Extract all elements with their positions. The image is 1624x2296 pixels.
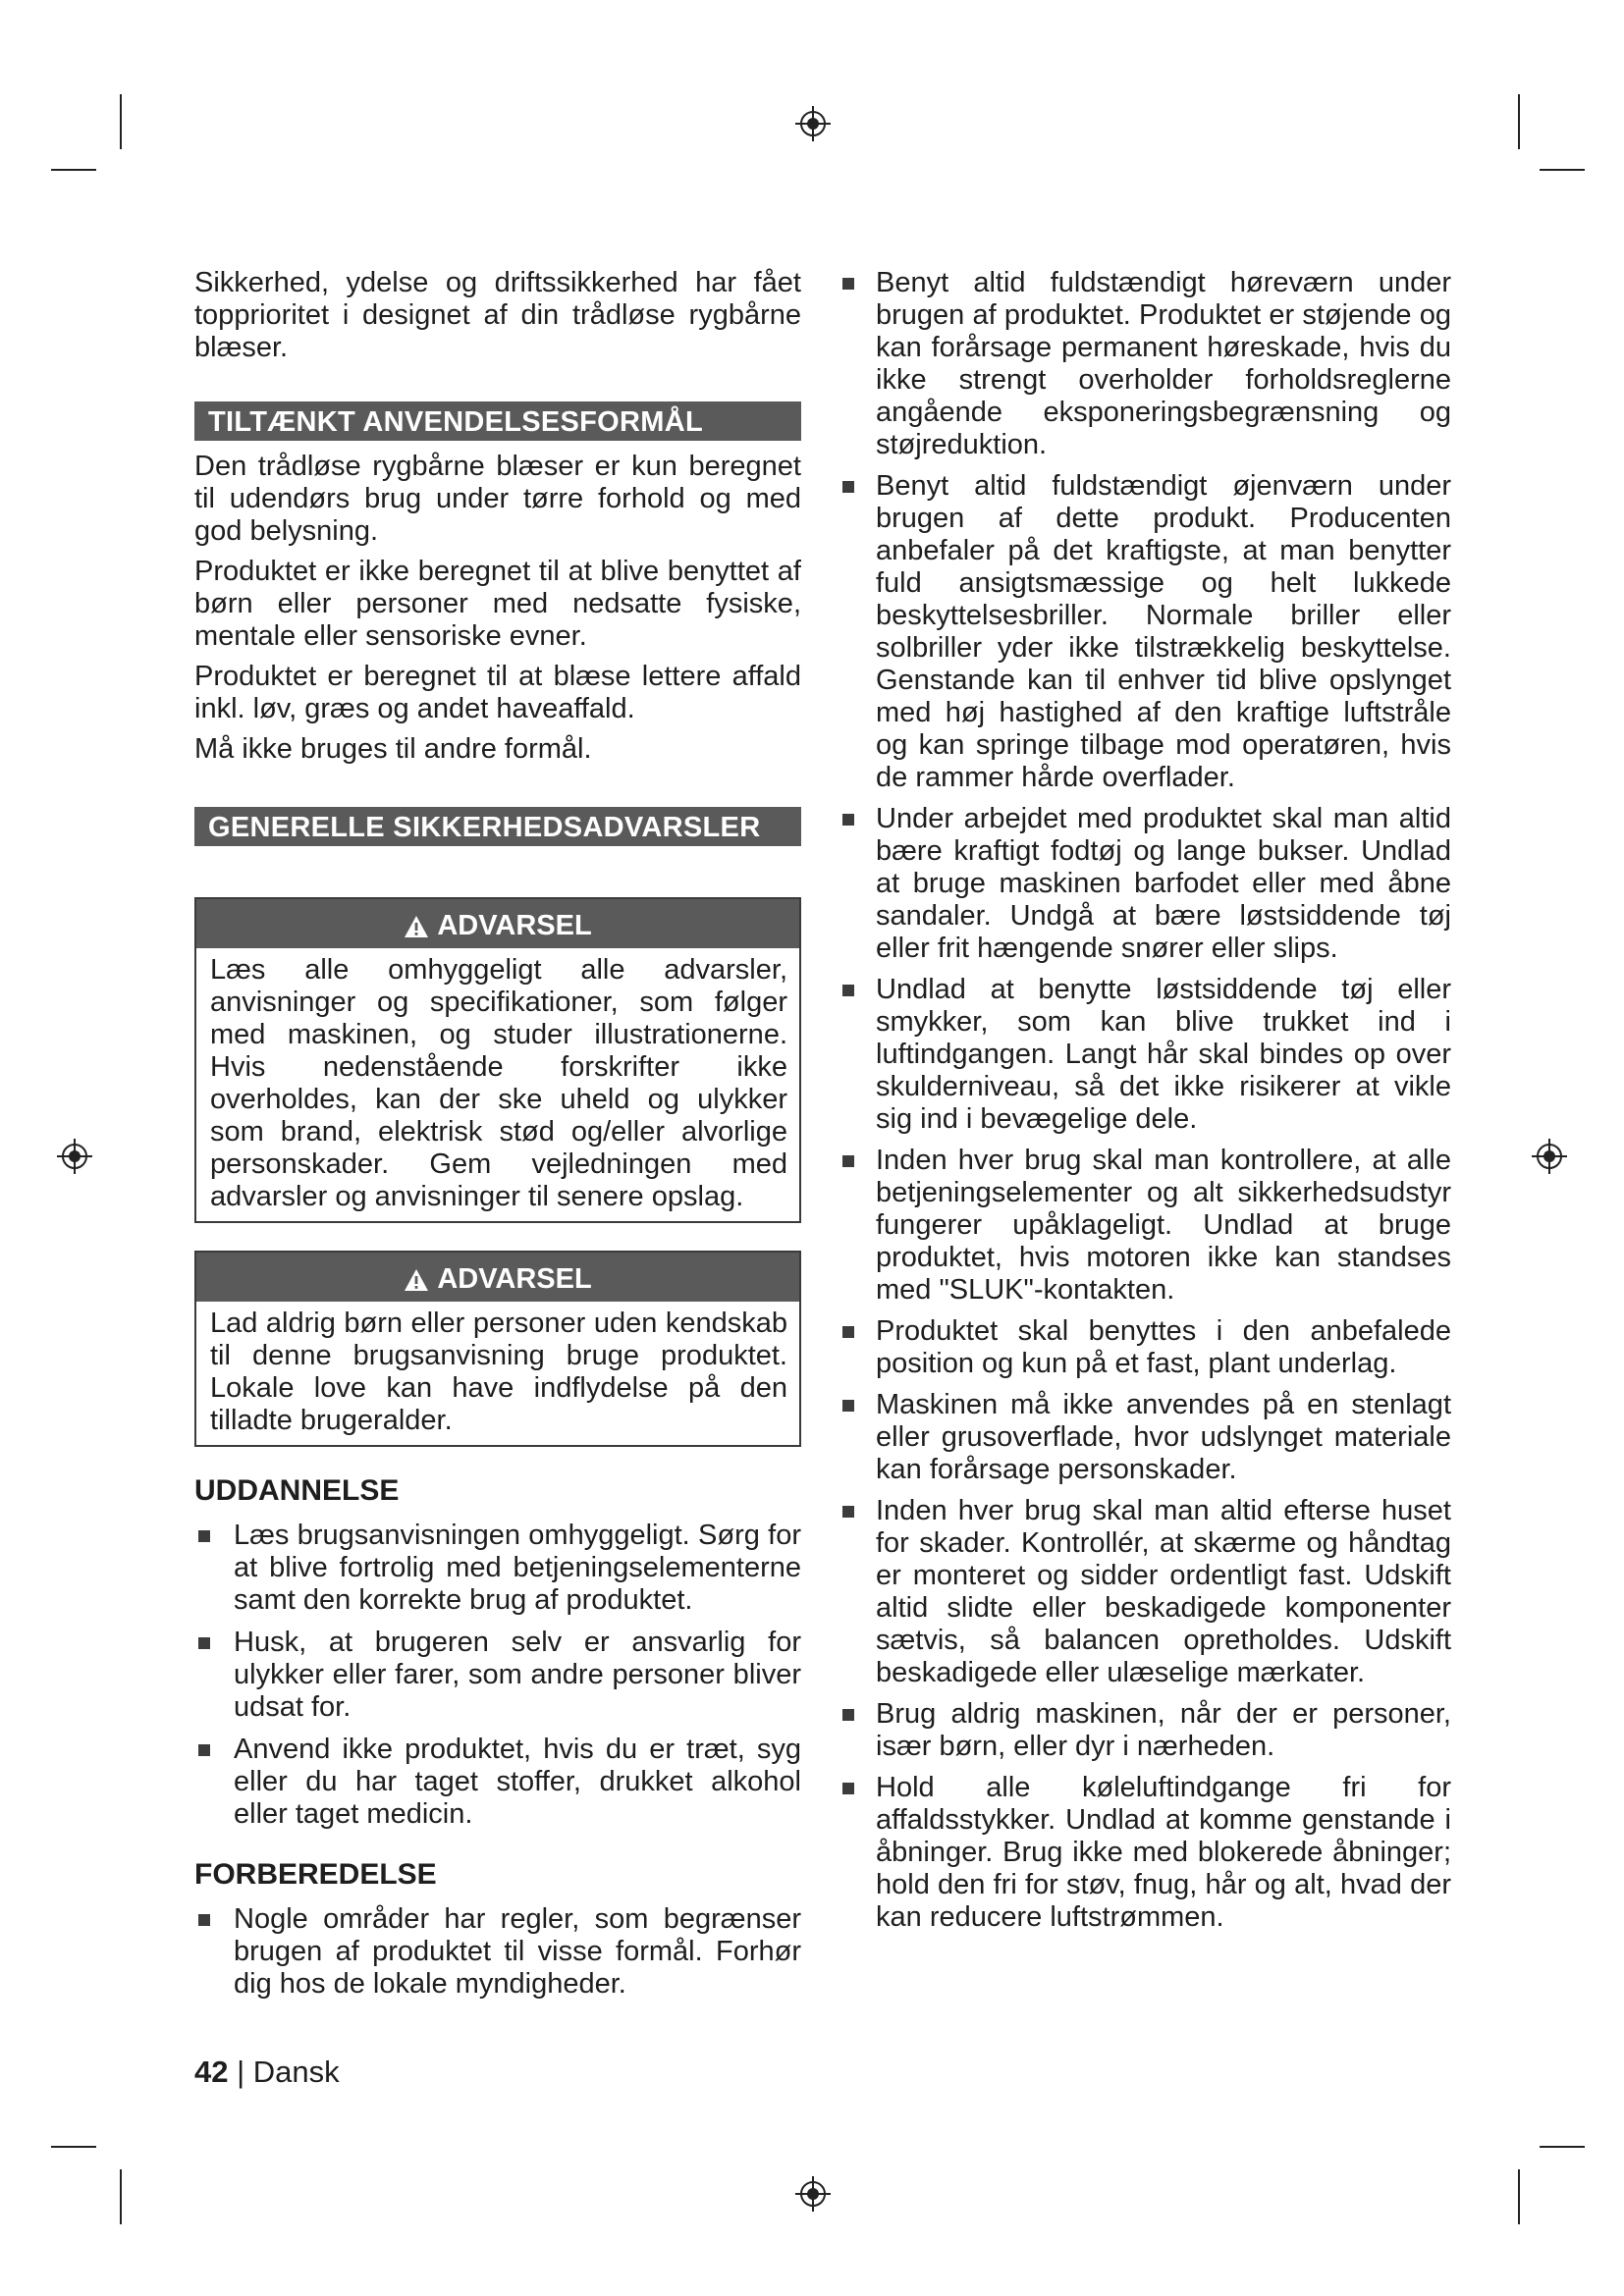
- right-column: [839, 267, 1451, 1943]
- safety-list: [839, 267, 1451, 1934]
- warning-box: [194, 1251, 801, 1447]
- warning-box: [194, 897, 801, 1223]
- crop-mark-tr-h: [1540, 169, 1585, 171]
- paragraph: Produktet er ikke beregnet til at blive benyttet af børn eller personer med nedsatte fysiske, mentale eller sensoriske evner.: [194, 556, 801, 652]
- list-item-text: Læs brugsanvisningen omhyggeligt. Sørg for at blive fortrolig med betjeningselementerne samt den korrekte brug af produktet.: [234, 1520, 801, 1616]
- list-item-text: Inden hver brug skal man altid efterse huset for skader. Kontrollér, at skærme og håndtag er monteret og sidder ordentligt fast. Udskift altid slidte eller beskadigede komponenter sætvis, så balancen opretholdes. Udskift beskadigede eller ulæselige mærkater.: [876, 1495, 1451, 1688]
- list-item: [839, 974, 1451, 1136]
- bullet-square-icon: [198, 1530, 210, 1542]
- left-column: [194, 267, 801, 2010]
- list-item-text: Inden hver brug skal man kontrollere, at alle betjeningselementer og alt sikkerhedsudstyr fungerer upåklageligt. Undlad at bruge produktet, hvis motoren ikke kan standses med "SLUK"-kontakten.: [876, 1145, 1451, 1306]
- intro-paragraph: Sikkerhed, ydelse og driftssikkerhed har fået topprioritet i designet af din trådløse rygbårne blæser.: [194, 267, 801, 363]
- preparation-list: [194, 1903, 801, 2001]
- crop-mark-bl-v: [120, 2169, 122, 2224]
- warning-title: ADVARSEL: [437, 1263, 592, 1295]
- paragraph: Produktet er beregnet til at blæse lettere affald inkl. løv, græs og andet haveaffald.: [194, 661, 801, 724]
- warning-header: [196, 1253, 799, 1302]
- section-heading-intended-use: TILTÆNKT ANVENDELSESFORMÅL: [194, 401, 801, 441]
- list-item-text: Produktet skal benyttes i den anbefalede position og kun på et fast, plant underlag.: [876, 1315, 1451, 1379]
- crop-mark-br-h: [1540, 2146, 1585, 2148]
- crop-mark-tl-h: [51, 169, 96, 171]
- bullet-square-icon: [842, 1709, 854, 1721]
- list-item-text: Husk, at brugeren selv er ansvarlig for ulykker eller farer, som andre personer bliver udsat for.: [234, 1627, 801, 1723]
- list-item-text: Brug aldrig maskinen, når der er personer, især børn, eller dyr i nærheden.: [876, 1698, 1451, 1762]
- registration-mark-icon: [1530, 1137, 1569, 1176]
- list-item-text: Benyt altid fuldstændigt høreværn under brugen af produktet. Produktet er støjende og kan forårsage permanent høreskade, hvis du ikke strengt overholder forholdsreglerne angående eksponeringsbegrænsning og støjreduktion.: [876, 267, 1451, 460]
- list-item: [194, 1520, 801, 1617]
- subheading-training: UDDANNELSE: [194, 1474, 400, 1507]
- bullet-square-icon: [198, 1637, 210, 1649]
- crop-mark-tl-v: [120, 94, 122, 149]
- bullet-square-icon: [842, 278, 854, 290]
- subheading-preparation: FORBEREDELSE: [194, 1858, 437, 1891]
- list-item-text: Anvend ikke produktet, hvis du er træt, syg eller du har taget stoffer, drukket alkohol eller taget medicin.: [234, 1734, 801, 1830]
- registration-mark-icon: [55, 1137, 94, 1176]
- list-item: [839, 267, 1451, 461]
- list-item: [194, 1903, 801, 2001]
- list-item-text: Maskinen må ikke anvendes på en stenlagt eller grusoverflade, hvor udslynget materiale kan forårsage personskader.: [876, 1389, 1451, 1485]
- warning-text: Lad aldrig børn eller personer uden kendskab til denne brugsanvisning bruge produktet. Lokale love kan have indflydelse på den tilladte brugeralder.: [210, 1308, 787, 1436]
- warning-triangle-icon: [404, 1268, 429, 1292]
- list-item: [839, 1315, 1451, 1380]
- list-item-text: Under arbejdet med produktet skal man altid bære kraftigt fodtøj og lange bukser. Undlad at bruge maskinen barfodet eller med åbne sandaler. Undgå at bære løstsiddende tøj eller frit hængende snører eller slips.: [876, 803, 1451, 964]
- bullet-square-icon: [842, 814, 854, 826]
- crop-mark-br-v: [1518, 2169, 1520, 2224]
- list-item-text: Undlad at benytte løstsiddende tøj eller smykker, som kan blive trukket ind i luftindgangen. Langt hår skal bindes op over skulderniveau, så det ikke risikerer at vikle sig ind i bevægelige dele.: [876, 974, 1451, 1135]
- footer-separator: |: [228, 2055, 253, 2089]
- footer-language: Dansk: [252, 2055, 340, 2089]
- registration-mark-icon: [793, 104, 833, 143]
- bullet-square-icon: [842, 481, 854, 493]
- crop-mark-tr-v: [1518, 94, 1520, 149]
- list-item: [194, 1734, 801, 1831]
- bullet-square-icon: [842, 1400, 854, 1412]
- list-item: [839, 1145, 1451, 1307]
- bullet-square-icon: [198, 1914, 210, 1926]
- bullet-square-icon: [842, 1326, 854, 1338]
- warning-title: ADVARSEL: [437, 910, 592, 941]
- list-item: [839, 470, 1451, 794]
- bullet-square-icon: [842, 1155, 854, 1167]
- list-item: [839, 1772, 1451, 1934]
- list-item: [194, 1627, 801, 1724]
- registration-mark-icon: [793, 2174, 833, 2214]
- list-item: [839, 1495, 1451, 1689]
- warning-triangle-icon: [404, 915, 429, 938]
- page-footer: [194, 2055, 340, 2090]
- page-number: 42: [194, 2055, 229, 2089]
- list-item-text: Benyt altid fuldstændigt øjenværn under brugen af dette produkt. Producenten anbefaler på det kraftigste, at man benytter fuld ansigtsmæssige og helt lukkede beskyttelsesbriller. Normale briller eller solbriller yder ikke tilstrækkelig beskyttelse. Genstande kan til enhver tid blive opslynget med høj hastighed af den kraftige luftstråle og kan springe tilbage mod operatøren, hvis de rammer hårde overflader.: [876, 470, 1451, 793]
- bullet-square-icon: [842, 985, 854, 996]
- bullet-square-icon: [842, 1783, 854, 1794]
- warning-header: [196, 899, 799, 948]
- list-item: [839, 1389, 1451, 1486]
- warning-text: Læs alle omhyggeligt alle advarsler, anvisninger og specifikationer, som følger med maskinen, og studer illustrationerne. Hvis nedenstående forskrifter ikke overholdes, kan der ske uheld og ulykker som brand, elektrisk stød og/eller alvorlige personskader. Gem vejledningen med advarsler og anvisninger til senere opslag.: [210, 954, 787, 1212]
- list-item-text: Nogle områder har regler, som begrænser brugen af produktet til visse formål. Forhør dig hos de lokale myndigheder.: [234, 1903, 801, 2000]
- paragraph: Den trådløse rygbårne blæser er kun beregnet til udendørs brug under tørre forhold og med god belysning.: [194, 451, 801, 547]
- list-item-text: Hold alle køleluftindgange fri for affaldsstykker. Undlad at komme genstande i åbninger. Brug ikke med blokerede åbninger; hold den fri for støv, fnug, hår og alt, hvad der kan reducere luftstrømmen.: [876, 1772, 1451, 1933]
- list-item: [839, 803, 1451, 965]
- bullet-square-icon: [198, 1744, 210, 1756]
- list-item: [839, 1698, 1451, 1763]
- paragraph: Må ikke bruges til andre formål.: [194, 733, 592, 765]
- bullet-square-icon: [842, 1506, 854, 1518]
- section-heading-general-safety: GENERELLE SIKKERHEDSADVARSLER: [194, 807, 801, 846]
- training-list: [194, 1520, 801, 1831]
- crop-mark-bl-h: [51, 2146, 96, 2148]
